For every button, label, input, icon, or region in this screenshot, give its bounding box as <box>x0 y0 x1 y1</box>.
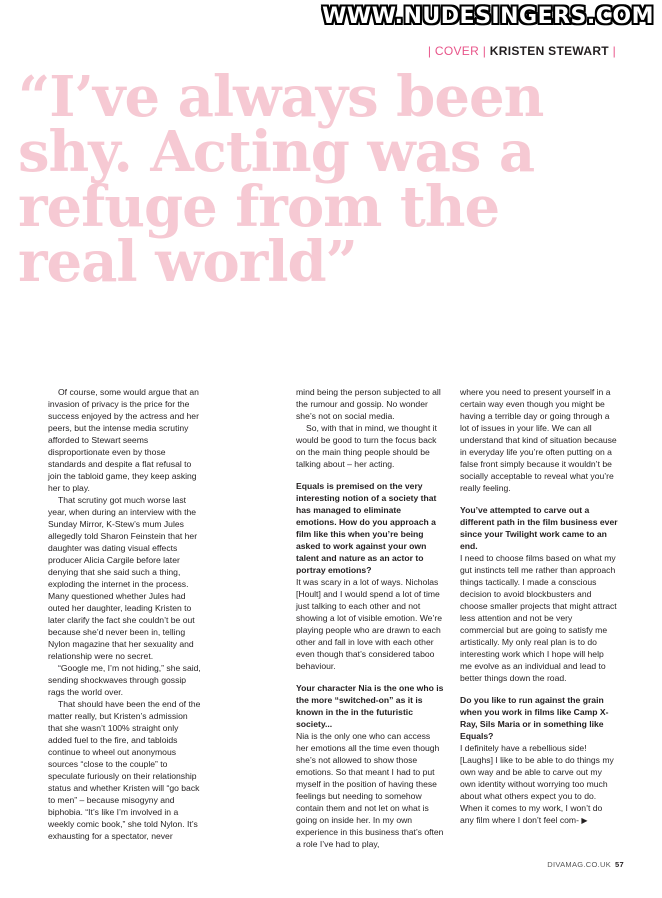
interview-answer: Nia is the only one who can access her emotions all the time even though she’s not allowed to show those emotions. So that meant I had to put myself in the position of having these feelings but needing to somehow contain them and not let on what is going on inside her. In my own experience in this business that’s often a role I’ve had to play, <box>296 731 444 849</box>
pull-quote: “I’ve always been shy. Acting was a refuge from the real world” <box>18 64 544 295</box>
section-subject: KRISTEN STEWART <box>489 44 609 58</box>
paragraph: where you need to present yourself in a certain way even though you might be having a terrible day or going through a lot of issues in your life. We can all understand that kind of situation because in everyday life you’re often putting on a false front simply because it wouldn’t be socially acceptable to reveal what you’re really feeling. <box>460 387 617 493</box>
continue-arrow-icon: ▶ <box>581 816 588 825</box>
paragraph: So, with that in mind, we thought it would be good to turn the focus back on the main thing people should be talking about – her acting. <box>296 423 437 469</box>
watermark: WWW.NUDESINGERS.COM <box>322 4 654 29</box>
interview-answer: It was scary in a lot of ways. Nicholas [Hoult] and I would spend a lot of time just talking to each other and not showing a lot of visible emotion. We’re playing people who are drawn to each other and fall in love with each other even though that’s considered taboo behaviour. <box>296 577 443 671</box>
page-footer <box>547 860 624 869</box>
interview-answer <box>460 742 618 827</box>
interview-question: Your character Nia is the one who is the more “switched-on” as it is known in the in the futuristic society... <box>296 683 444 729</box>
interview-answer: I need to choose films based on what my gut instincts tell me rather than approach things tactically. I made a conscious decision to avoid blockbusters and choose smaller projects that might attract less attention and not be very commercial but are going to satisfy me artistically. My only real plan is to do interesting work which I hope will help me evolve as an individual and lead to better things down the road. <box>460 553 617 683</box>
paragraph: mind being the person subjected to all the rumour and gossip. No wonder she’s not on social media. <box>296 387 441 421</box>
column-3 <box>460 386 618 866</box>
interview-question: You’ve attempted to carve out a different path in the film business ever since your Twilight work came to an end. <box>460 505 618 551</box>
paragraph: That should have been the end of the matter really, but Kristen’s admission that she wasn’t 100% straight only added fuel to the fire, and tabloids continue to wheel out anonymous sources “close to the couple” to speculate furiously on their relationship status and whether Kristen will “go back to men” – because misogyny and biphobia. “It’s like I’m involved in a weekly comic book,” she told Nylon. It’s exhausting for a spectator, never <box>48 699 201 841</box>
column-2 <box>296 386 444 866</box>
paragraph: That scrutiny got much worse last year, when during an interview with the Sunday Mirror, K-Stew’s mum Jules allegedly told Sharon Feinstein that her daughter was dating visual effects producer Alicia Cargile before later denying that she said such a thing, exploding the internet in the process. Many questioned whether Jules had outed her daughter, leading Kristen to later clarify the fact she couldn’t be out because she’d never been in, telling Nylon magazine that her sexuality and relationship were no secret. <box>48 495 198 661</box>
paragraph: Of course, some would argue that an invasion of privacy is the price for the success enjoyed by the actress and her peers, but the intense media scrutiny afforded to Stewart seems disproportionate even by those standards and despite a flat refusal to join the tabloid game, they keep asking her to play. <box>48 387 199 493</box>
paragraph: “Google me, I’m not hiding,” she said, sending shockwaves through gossip rags the world over. <box>48 663 201 697</box>
page-number: 57 <box>615 860 624 869</box>
footer-site: DIVAMAG.CO.UK <box>547 860 612 869</box>
section-category: COVER <box>434 44 480 58</box>
article-body <box>48 386 618 866</box>
interview-question: Do you like to run against the grain when you work in films like Camp X-Ray, Sils Maria or in something like Equals? <box>460 695 609 741</box>
section-label: | COVER | KRISTEN STEWART | <box>427 44 616 58</box>
interview-question: Equals is premised on the very interesting notion of a society that has managed to eliminate emotions. How do you approach a film like this when you’re being asked to work against your own talent and nature as an actor to portray emotions? <box>296 481 437 575</box>
column-1 <box>48 386 204 866</box>
answer-text: I definitely have a rebellious side! [Laughs] I like to be able to do things my own way and be able to carve out my own identity without worrying too much about what others expect you to do. When it comes to my work, I won’t do any film where I don’t feel com- <box>460 743 614 825</box>
